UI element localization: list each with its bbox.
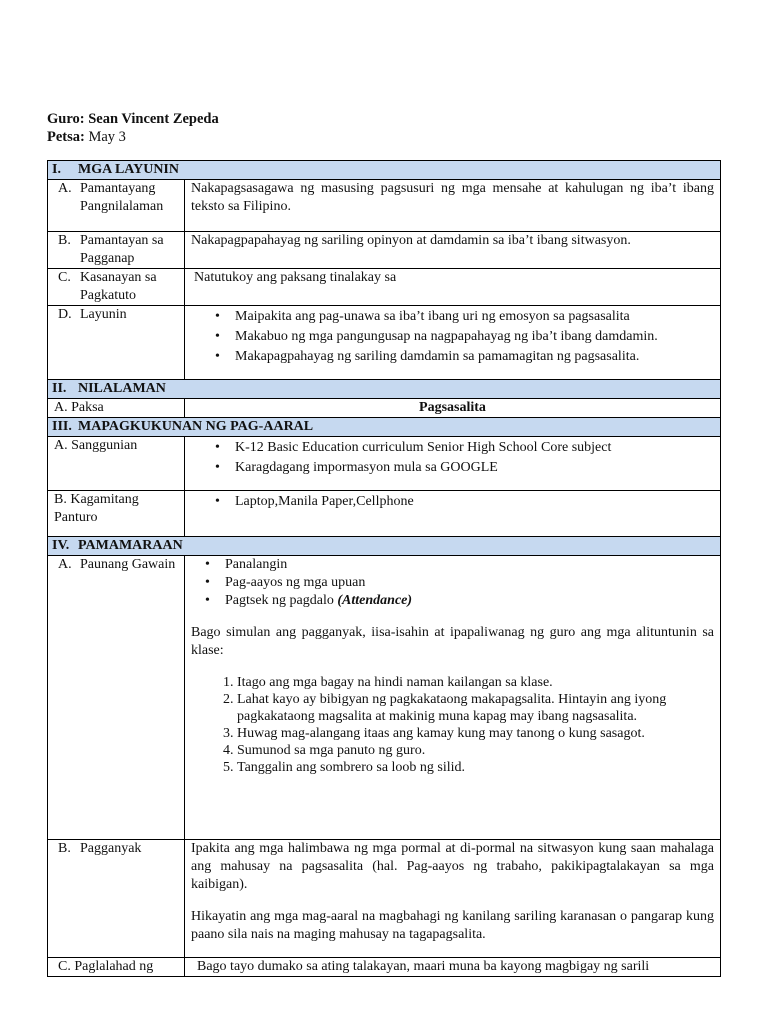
row-label: Pagganyak	[80, 841, 142, 856]
list-item	[225, 592, 714, 610]
lesson-plan-table	[47, 160, 721, 977]
section-header-pamamaraan	[48, 537, 721, 556]
section-title: MGA LAYUNIN	[78, 162, 179, 177]
row-letter: A.	[58, 557, 72, 572]
paunang-gawain-list	[191, 556, 714, 610]
petsa-label: Petsa:	[47, 129, 85, 145]
row-label: Kasanayan sa Pagkatuto	[80, 270, 157, 303]
row-content: Nakapagsasagawa ng masusing pagsusuri ng mga mensahe at kahulugan ng iba’t ibang teksto sa Filipino.	[191, 181, 714, 214]
row-content: Pagsasalita	[185, 399, 721, 418]
section-number: III.	[52, 419, 72, 434]
row-letter: B.	[58, 233, 71, 248]
list-item: 3. Huwag mag-alangang itaas ang kamay kung may tanong o kung sasagot.	[237, 725, 714, 742]
list-item: • K-12 Basic Education curriculum Senior High School Core subject	[235, 439, 714, 457]
row-content: Natutukoy ang paksang tinalakay sa	[194, 270, 397, 285]
list-item: • Makabuo ng mga pangungusap na nagpapahayag ng iba’t ibang damdamin.	[235, 328, 714, 346]
row-pagganyak	[48, 840, 721, 958]
guro-line	[47, 110, 219, 128]
section-number: IV.	[52, 538, 70, 553]
section-header-nilalaman	[48, 380, 721, 399]
row-paunang-gawain	[48, 556, 721, 840]
list-item: 2. Lahat kayo ay bibigyan ng pagkakataong makapagsalita. Hintayin ang iyong pagkakataong magsalita at makinig muna kapag may ibang nagsasalita.	[237, 691, 714, 725]
row-kasanayan-sa-pagkatuto	[48, 269, 721, 306]
section-number: I.	[52, 162, 61, 177]
row-letter: C.	[58, 270, 71, 285]
row-kagamitang-panturo	[48, 491, 721, 537]
list-item: • Panalangin	[225, 556, 714, 574]
list-item: • Karagdagang impormasyon mula sa GOOGLE	[235, 459, 714, 477]
document-header	[47, 110, 219, 146]
section-title: NILALAMAN	[78, 381, 166, 396]
pagganyak-paragraph-2: Hikayatin ang mga mag-aaral na magbahagi ng kanilang sariling karanasan o pangarap kung paano sila nais na maging mahusay na tagapagsalita.	[191, 909, 714, 942]
section-title: MAPAGKUKUNAN NG PAG-AARAL	[78, 419, 314, 434]
section-header-mapagkukunan	[48, 418, 721, 437]
row-label: B. Kagamitang Panturo	[48, 491, 185, 537]
section-header-layunin	[48, 161, 721, 180]
layunin-list	[191, 308, 714, 366]
row-content: Nakapagpapahayag ng sariling opinyon at damdamin sa iba’t ibang sitwasyon.	[191, 233, 631, 248]
row-label: A. Sanggunian	[48, 437, 185, 491]
section-number: II.	[52, 381, 67, 396]
row-content: Bago tayo dumako sa ating talakayan, maari muna ba kayong magbigay ng sarili	[197, 959, 650, 974]
list-item: • Maipakita ang pag-unawa sa iba’t ibang uri ng emosyon sa pagsasalita	[235, 308, 714, 326]
rules-intro: Bago simulan ang pagganyak, iisa-isahin at ipapaliwanag ng guro ang mga alituntunin sa klase:	[191, 625, 714, 658]
row-label: A. Paksa	[48, 399, 185, 418]
row-label: Pamantayan sa Pagganap	[80, 233, 164, 266]
list-item: 4. Sumunod sa mga panuto ng guro.	[237, 742, 714, 759]
attendance-emphasis: (Attendance)	[337, 593, 413, 608]
row-letter: A.	[58, 181, 72, 196]
row-label: Layunin	[80, 307, 127, 322]
pagganyak-paragraph-1: Ipakita ang mga halimbawa ng mga pormal at di-pormal na sitwasyon kung saan mahalaga ang mahusay na pagsasalita (hal. Pag-aayos ng trabaho, pakikipagtalakayan sa mga kaibigan).	[191, 841, 714, 892]
row-paglalahad	[48, 958, 721, 977]
row-letter: B.	[58, 841, 71, 856]
row-paksa	[48, 399, 721, 418]
list-item-text: Pagtsek ng pagdalo	[225, 593, 334, 608]
row-pamantayan-sa-pagganap	[48, 232, 721, 269]
row-label: C. Paglalahad ng	[48, 958, 185, 977]
row-label: Paunang Gawain	[80, 557, 176, 572]
petsa-line	[47, 128, 219, 146]
row-label: Pamantayang Pangnilalaman	[80, 181, 164, 214]
section-title: PAMAMARAAN	[78, 538, 183, 553]
row-letter: D.	[58, 307, 72, 322]
row-pamantayang-pangnilalaman	[48, 180, 721, 232]
list-item: • Makapagpahayag ng sariling damdamin sa pamamagitan ng pagsasalita.	[235, 348, 714, 366]
guro-label: Guro:	[47, 111, 85, 127]
row-sanggunian	[48, 437, 721, 491]
petsa-value: May 3	[88, 129, 126, 145]
guro-value: Sean Vincent Zepeda	[88, 111, 219, 127]
list-item: 1. Itago ang mga bagay na hindi naman kailangan sa klase.	[237, 674, 714, 691]
list-item: 5. Tanggalin ang sombrero sa loob ng silid.	[237, 759, 714, 776]
list-item: • Laptop,Manila Paper,Cellphone	[235, 493, 714, 511]
row-layunin	[48, 306, 721, 380]
kagamitan-list	[191, 493, 714, 511]
list-item: • Pag-aayos ng mga upuan	[225, 574, 714, 592]
rules-list	[191, 674, 714, 776]
sanggunian-list	[191, 439, 714, 477]
